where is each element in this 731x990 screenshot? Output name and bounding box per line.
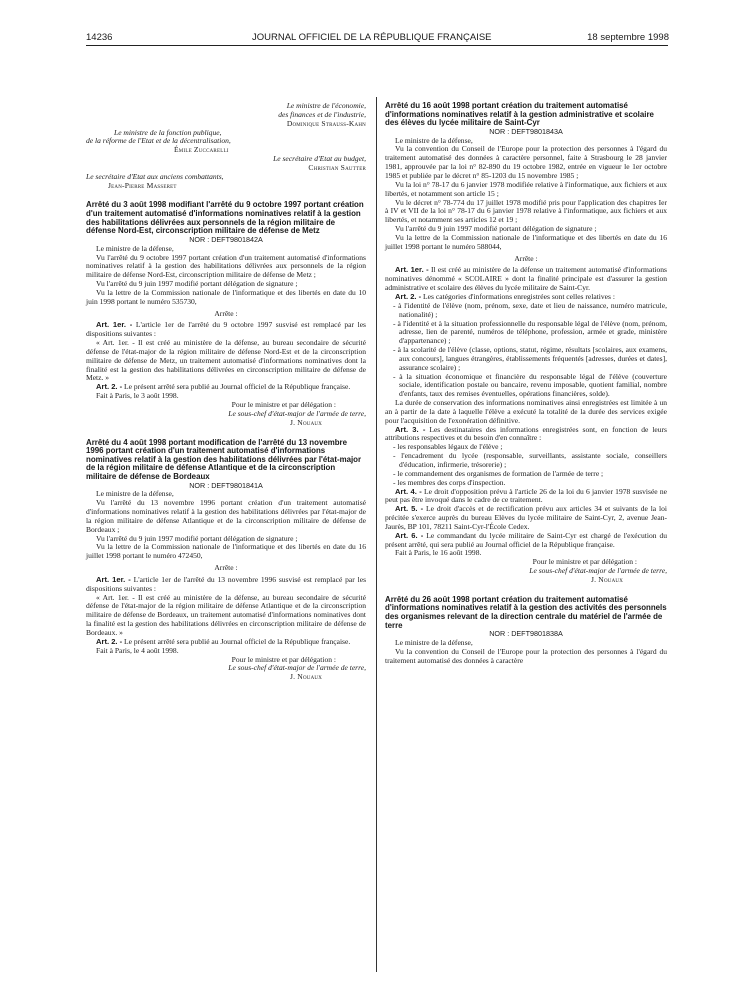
- decree-3-aout: [86, 201, 366, 427]
- fait-a-paris: Fait à Paris, le 3 août 1998.: [96, 391, 179, 401]
- signatory-title: Le sous-chef d'état-major de l'armée de terre,: [228, 663, 366, 673]
- decree-26-aout: [385, 596, 667, 666]
- paragraph: Vu l'arrêté du 9 octobre 1997 portant création d'un traitement automatisé d'informations nominatives relatif à la gestion des habilitations délivrées aux personnels de la région militaire de défense Nord-Est, circonscription militaire de défense de Metz ;: [86, 252, 366, 280]
- article-label: Art. 2. -: [395, 291, 422, 301]
- list-item: - à l'identité et à la situation professionnelle du responsable légal de l'élève (nom, prénom, adresse, lien de parenté, numéros de téléphone, profession, armée et grade, ministère d'appartenance) ;: [393, 318, 667, 346]
- article-text: Le présent arrêté sera publié au Journal officiel de la République française.: [122, 636, 351, 646]
- paragraph: Vu la loi n° 78-17 du 6 janvier 1978 modifiée relative à l'informatique, aux fichiers et aux libertés, et notamment son article 15 ;: [385, 179, 667, 198]
- paragraph: La durée de conservation des informations nominatives ainsi enregistrées est limitée à un an à partir de la date à laquelle l'élève a exécuté la totalité de la durée des services exigée pour l'acquisition de l'exonération définitive.: [385, 398, 667, 425]
- decree-nor: NOR : DEFT9801841A: [189, 480, 263, 490]
- paragraph: Vu l'arrêté du 9 juin 1997 modifié portant délégation de signature ;: [96, 279, 298, 289]
- paragraph: Vu la lettre de la Commission nationale de l'informatique et des libertés en date du 16 juillet 1998 portant le numéro 588044,: [385, 232, 667, 251]
- fait-a-paris: Fait à Paris, le 16 août 1998.: [395, 548, 482, 558]
- delegation-line: Pour le ministre et par délégation :: [231, 654, 336, 664]
- page-header: [0, 0, 731, 43]
- arrete-label: Arrête :: [214, 308, 238, 318]
- article-4: [385, 488, 667, 506]
- sig-eco-name: Dominique Strauss-Kahn: [286, 118, 366, 128]
- sig-eco-line1: Le ministre de l'économie,: [286, 101, 366, 110]
- paragraph: Vu l'arrêté du 9 juin 1997 modifié portant délégation de signature ;: [96, 533, 298, 543]
- paragraph: Le ministre de la défense,: [96, 489, 174, 499]
- fait-a-paris: Fait à Paris, le 4 août 1998.: [96, 645, 179, 655]
- paragraph: Vu la lettre de la Commission nationale de l'informatique et des libertés en date du 10 juin 1998 portant le numéro 535730,: [86, 287, 366, 306]
- signatory-title: Le sous-chef d'état-major de l'armée de terre,: [228, 408, 366, 418]
- sig-fp-line1: Le ministre de la fonction publique,: [114, 127, 222, 137]
- article-text: L'article 1er de l'arrêté du 9 octobre 1997 susvisé est remplacé par les dispositions suivantes :: [86, 320, 366, 339]
- article-label: Art. 6. -: [395, 530, 424, 540]
- decree-nor: NOR : DEFT9801842A: [189, 234, 263, 244]
- sig-eco-line2: des finances et de l'industrie,: [278, 109, 366, 119]
- signature-block: [86, 102, 366, 190]
- sig-fp-name: Émile Zuccarelli: [174, 145, 229, 155]
- article-1-quote: « Art. 1er. - Il est créé au ministère de la défense, au bureau secondaire de sécurité défense de l'état-major de la région militaire de défense Nord-Est et de la circonscription militaire de défense de Metz, un traitement automatisé d'informations nominatives dont la finalité est la gestion des habilitations délivrées en circonscription militaire de défense de Metz. »: [86, 338, 366, 383]
- list-item: - le commandement des organismes de formation de l'armée de terre ;: [393, 468, 604, 478]
- article-text: Le droit d'opposition prévu à l'article 26 de la loi du 6 janvier 1978 susvisée ne peut pas être invoqué dans le cadre de ce traitement.: [385, 486, 667, 505]
- sig-ac-name: Jean-Pierre Masseret: [108, 180, 177, 190]
- signatory-title: Le sous-chef d'état-major de l'armée de terre,: [529, 566, 667, 576]
- paragraph: Vu l'arrêté du 9 juin 1997 modifié portant délégation de signature ;: [395, 224, 597, 234]
- delegation-line: Pour le ministre et par délégation :: [231, 400, 336, 409]
- article-text: Le commandant du lycée militaire de Saint-Cyr est chargé de l'exécution du présent arrêté, qui sera publié au Journal officiel de la République française.: [385, 530, 667, 549]
- article-1-quote: « Art. 1er. - Il est créé au ministère de la défense, au bureau secondaire de sécurité défense de l'état-major de la région militaire de défense Atlantique et de la circonscription militaire de défense de Bordeaux, un traitement automatisé d'informations nominatives dont la finalité est la gestion des habilitations délivrées en circonscription militaire de défense de Bordeaux. »: [86, 592, 366, 637]
- arrete-label: Arrête :: [214, 563, 238, 573]
- article-text: Le droit d'accès et de rectification prévu aux articles 34 et suivants de la loi précitée s'exerce auprès du bureau Elèves du lycée militaire de Saint-Cyr, 2, avenue Jean-Jaurès, BP 101, 78211 Saint-Cyr-l'École Cedex.: [385, 504, 667, 531]
- header-rule: [86, 45, 668, 46]
- arrete-label: Arrête :: [514, 253, 538, 263]
- decree-title: Arrêté du 16 août 1998 portant création du traitement automatisé d'informations nominatives relatif à la gestion administrative et scolaire des élèves du lycée militaire de Saint-Cyr: [385, 101, 654, 128]
- sig-ac-line1: Le secrétaire d'Etat aux anciens combattants,: [86, 171, 224, 181]
- paragraph: Vu l'arrêté du 13 novembre 1996 portant création d'un traitement automatisé d'informations nominatives relatif à la gestion des habilitations délivrées par l'état-major de la région militaire de défense Atlantique et de la circonscription militaire de défense de Bordeaux ;: [86, 498, 366, 534]
- article-text: Il est créé au ministère de la défense un traitement automatisé d'informations nominatives dénommé « SCOLAIRE » dont la finalité principale est d'assurer la gestion administrative et scolaire des élèves du lycée militaire de Saint-Cyr.: [385, 265, 667, 293]
- article-label: Art. 3. -: [395, 424, 426, 434]
- list-item: - à l'identité de l'élève (nom, prénom, sexe, date et lieu de naissance, numéro matricule, nationalité) ;: [393, 300, 667, 319]
- list-item: - les membres des corps d'inspection.: [393, 477, 506, 487]
- signatory-name: J. Nouaux: [590, 574, 623, 584]
- decree-4-aout: [86, 439, 366, 683]
- sig-bud-name: Christian Sautter: [308, 162, 366, 172]
- column-divider: [376, 97, 377, 972]
- article-label: Art. 2. -: [96, 636, 123, 646]
- article-label: Art. 1er. -: [395, 265, 429, 275]
- article-6: [385, 532, 667, 550]
- article-label: Art. 1er. -: [96, 574, 131, 584]
- article-3: [385, 426, 667, 444]
- sig-fp-line2: de la réforme de l'Etat et de la décentralisation,: [86, 136, 231, 146]
- decree-16-aout: [385, 102, 667, 585]
- decree-title: Arrêté du 26 août 1998 portant création du traitement automatisé d'informations nominatives relatif à la gestion des activités des personnels des organismes relevant de la direction centrale du matériel de l'armée de terre: [385, 594, 667, 630]
- article-text: Le présent arrêté sera publié au Journal officiel de la République française.: [122, 382, 351, 392]
- sig-bud-line1: Le secrétaire d'Etat au budget,: [273, 154, 366, 164]
- decree-title: Arrêté du 3 août 1998 modifiant l'arrêté du 9 octobre 1997 portant création d'un traitement automatisé d'informations nominatives relatif à la gestion des habilitations délivrées aux personnels de la région militaire de défense Nord-Est, circonscription militaire de défense de Metz: [86, 200, 364, 236]
- journal-title: JOURNAL OFFICIEL DE LA RÉPUBLIQUE FRANÇAISE: [252, 32, 492, 43]
- article-1: [86, 576, 366, 594]
- article-label: Art. 4. -: [395, 486, 422, 496]
- page-number: 14236: [86, 32, 113, 43]
- article-label: Art. 1er. -: [96, 320, 133, 330]
- paragraph: Vu le décret n° 78-774 du 17 juillet 1978 modifié pris pour l'application des chapitres Ier à IV et VII de la loi n° 78-17 du 6 janvier 1978 relative à l'informatique, aux fichiers et aux libertés, et notamment ses articles 12 et 19 ;: [385, 197, 667, 225]
- decree-nor: NOR : DEFT9801838A: [489, 629, 563, 639]
- issue-date: 18 septembre 1998: [587, 32, 669, 43]
- list-item: - à la scolarité de l'élève (classe, options, statut, régime, résultats [scolaires, aux examens, aux concours], langues étrangères, établissements fréquentés [adresses, durées et dates], assurance scolaire) ;: [393, 345, 667, 372]
- list-item: - l'encadrement du lycée (responsable, surveillants, assistante sociale, conseillers d'éducation, infirmerie, trésorerie) ;: [393, 451, 667, 469]
- right-column: [385, 102, 667, 666]
- article-1: [86, 321, 366, 339]
- left-column: [86, 102, 366, 682]
- signatory-name: J. Nouaux: [289, 672, 322, 682]
- list-item: - les responsables légaux de l'élève ;: [393, 442, 503, 452]
- article-1: [385, 266, 667, 293]
- paragraph: Le ministre de la défense,: [96, 243, 174, 253]
- decree-title: Arrêté du 4 août 1998 portant modification de l'arrêté du 13 novembre 1996 portant création d'un traitement automatisé d'informations nominatives relatif à la gestion des habilitations délivrées par l'état-major de la région militaire de défense Atlantique et de la circonscription militaire de défense de Bordeaux: [86, 437, 362, 481]
- paragraph: Vu la convention du Conseil de l'Europe pour la protection des personnes à l'égard du traitement automatisé des données à caractère: [385, 646, 667, 665]
- decree-nor: NOR : DEFT9801843A: [489, 126, 563, 136]
- paragraph: Vu la convention du Conseil de l'Europe pour la protection des personnes à l'égard du traitement automatisé des données à caractère personnel, faite à Strasbourg le 28 janvier 1981, approuvée par la loi n° 82-890 du 19 octobre 1982, entrée en vigueur le 1er octobre 1985 et publiée par le décret n° 85-1203 du 15 novembre 1985 ;: [385, 144, 667, 180]
- article-text: Les destinataires des informations enregistrées sont, en fonction de leurs attributions respectives et du besoin d'en connaître :: [385, 424, 667, 443]
- article-5: [385, 505, 667, 532]
- article-label: Art. 5. -: [395, 504, 424, 514]
- paragraph: Vu la lettre de la Commission nationale de l'informatique et des libertés en date du 16 juillet 1998 portant le numéro 472450,: [86, 542, 366, 561]
- paragraph: Le ministre de la défense,: [395, 135, 473, 145]
- article-label: Art. 2. -: [96, 382, 123, 392]
- signatory-name: J. Nouaux: [289, 417, 322, 427]
- list-item: - à la situation économique et financière du responsable légal de l'élève (couverture sociale, identification postale ou bancaire, revenu imposable, quotient familial, nombre d'enfants, taux des remises éventuelles, opérations financières, solde).: [393, 371, 667, 399]
- article-text: Les catégories d'informations enregistrées sont celles relatives :: [421, 291, 615, 301]
- article-text: L'article 1er de l'arrêté du 13 novembre 1996 susvisé est remplacé par les dispositions suivantes :: [86, 574, 367, 593]
- delegation-line: Pour le ministre et par délégation :: [532, 557, 637, 567]
- paragraph: Le ministre de la défense,: [395, 638, 473, 648]
